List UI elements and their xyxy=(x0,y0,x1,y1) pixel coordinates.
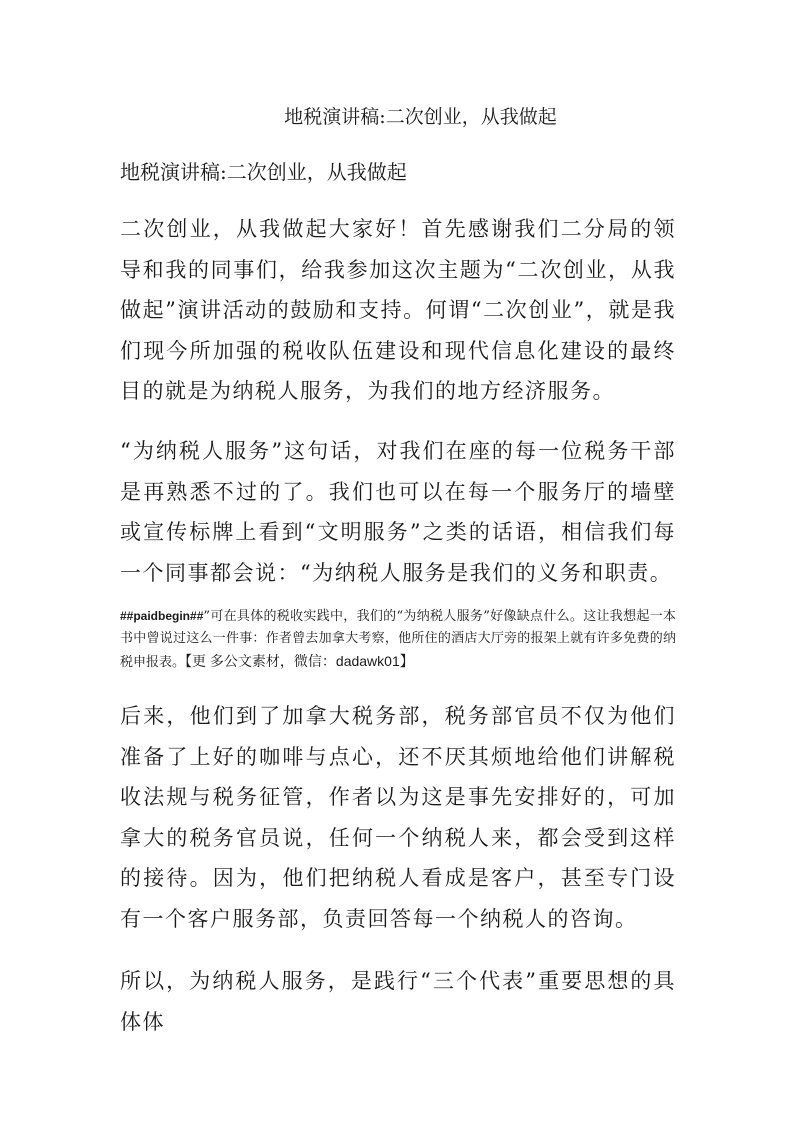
paragraph-canada-text: ”可在具体的税收实践中，我们的“为纳税人服务”好像缺点什么。这让我想起一本书中曾说过这么一件事：作者曾去加拿大考察，他所住的酒店大厅旁的报架上就有许多免费的纳税申报表。 xyxy=(120,609,676,670)
paragraph-canada-story xyxy=(120,605,676,674)
paragraph-service-slogan: “为纳税人服务”这句话，对我们在座的每一位税务干部是再熟悉不过的了。我们也可以在每一个服务厅的墙壁或宣传标牌上看到“文明服务”之类的话语，相信我们每一个同事都会说：“为纳税人服务是我们的义务和职责。 xyxy=(120,439,676,585)
promo-text: 【更 多公文素材，微信：dadawk01】 xyxy=(185,653,414,669)
document-title: 地税演讲稿:二次创业，从我做起 xyxy=(284,106,557,128)
paid-marker: ##paidbegin## xyxy=(120,609,204,623)
paragraph-intro: 二次创业，从我做起大家好！首先感谢我们二分局的领导和我的同事们，给我参加这次主题为“二次创业，从我做起”演讲活动的鼓励和支持。何谓“二次创业”，就是我们现今所加强的税收队伍建设和现代信息化建设的最终目的就是为纳税人服务，为我们的地方经济服务。 xyxy=(120,217,676,403)
paragraph-conclusion: 所以，为纳税人服务，是践行“三个代表”重要思想的具体体 xyxy=(120,969,676,1034)
document-subtitle: 地税演讲稿:二次创业，从我做起 xyxy=(120,160,407,184)
paragraph-canada-tax-dept: 后来，他们到了加拿大税务部，税务部官员不仅为他们准备了上好的咖啡与点心，还不厌其烦地给他们讲解税收法规与税务征管，作者以为这是事先安排好的，可加拿大的税务官员说，任何一个纳税人来，都会受到这样的接待。因为，他们把纳税人看成是客户，甚至专门设有一个客户服务部，负责回答每一个纳税人的咨询。 xyxy=(120,704,676,931)
